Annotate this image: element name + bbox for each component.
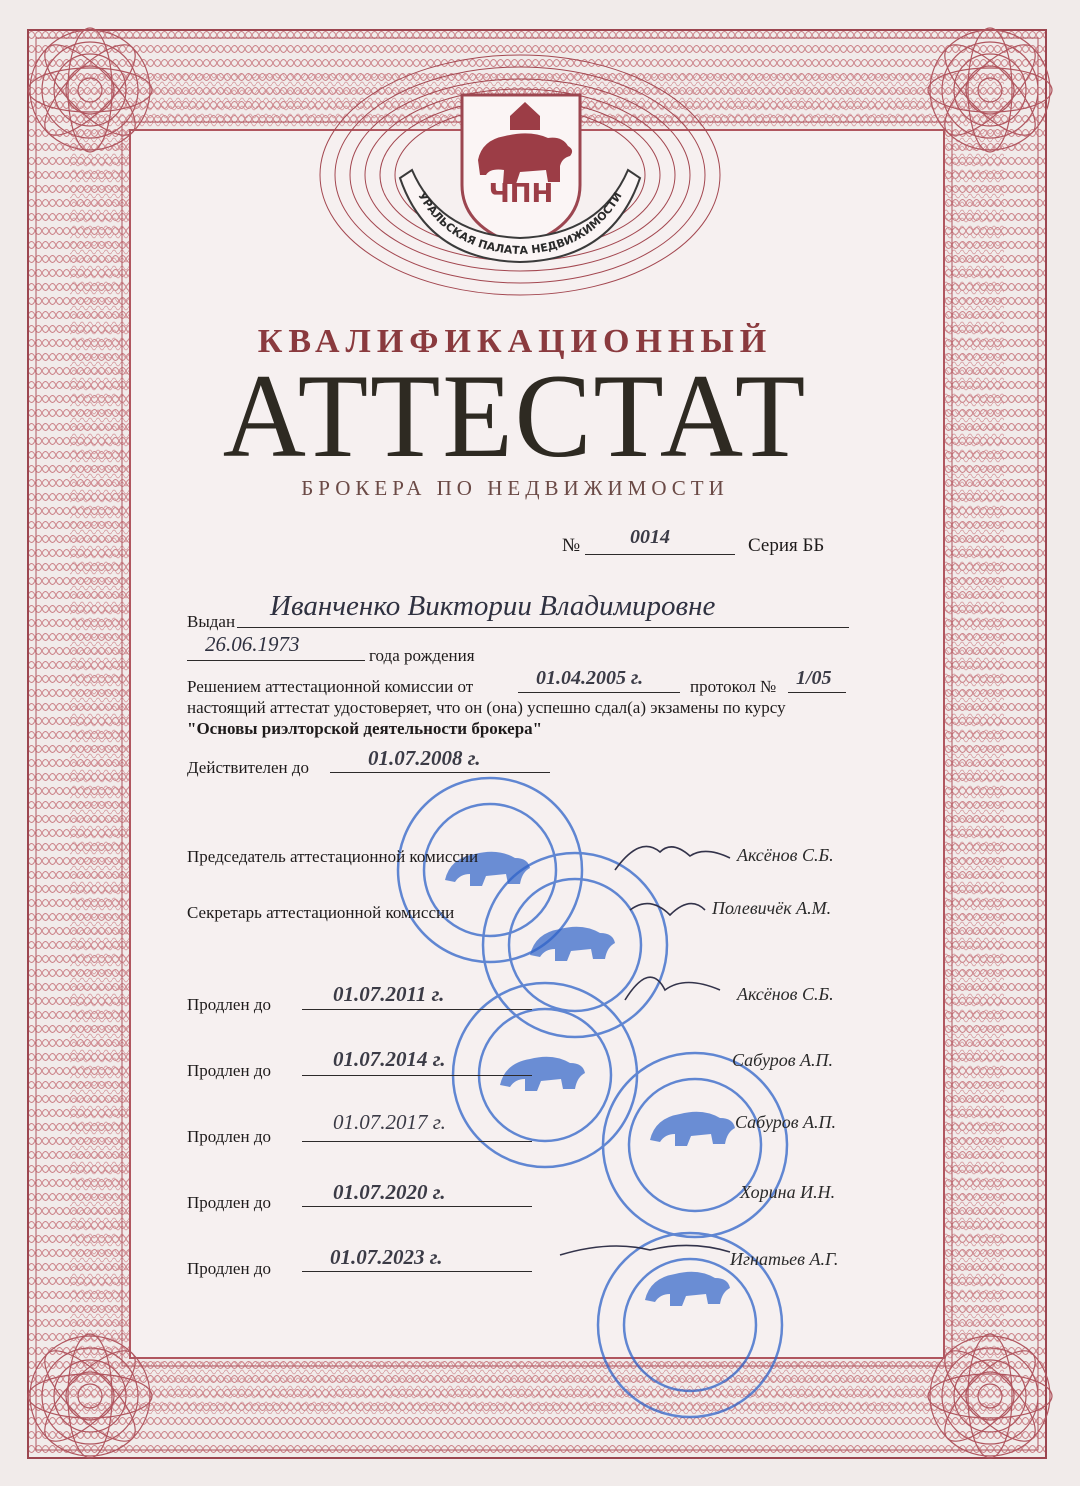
valid-label: Действителен до	[187, 758, 310, 777]
extension-line	[302, 1206, 532, 1207]
protocol-number: 1/05	[796, 667, 832, 689]
protocol-label: протокол №	[690, 677, 777, 696]
decision-label: Решением аттестационной комиссии от	[187, 677, 474, 696]
extension-label: Продлен до	[187, 1193, 271, 1212]
issued-name-line	[237, 627, 849, 628]
svg-text:УРАЛЬСКАЯ ПАЛАТА НЕДВИЖИМОСТИ: УРАЛЬСКАЯ ПАЛАТА НЕДВИЖИМОСТИ	[415, 189, 625, 258]
extension-signer: Сабуров А.П.	[735, 1112, 837, 1132]
extension-date: 01.07.2017 г.	[333, 1110, 446, 1134]
number-line	[585, 554, 735, 555]
birth-label: года рождения	[369, 646, 475, 665]
issued-label: Выдан	[187, 612, 236, 631]
number-value: 0014	[630, 526, 670, 548]
decision-date-line	[518, 692, 680, 693]
secretary-label: Секретарь аттестационной комиссии	[187, 903, 455, 922]
extension-signer: Сабуров А.П.	[732, 1050, 834, 1070]
protocol-line	[788, 692, 846, 693]
extension-label: Продлен до	[187, 1127, 271, 1146]
title-subtitle: БРОКЕРА ПО НЕДВИЖИМОСТИ	[301, 476, 729, 500]
chair-label: Председатель аттестационной комиссии	[187, 847, 479, 866]
valid-date-line	[330, 772, 550, 773]
chair-name: Аксёнов С.Б.	[737, 845, 834, 865]
title-qualification: КВАЛИФИКАЦИОННЫЙ	[257, 323, 773, 360]
extension-date: 01.07.2014 г.	[333, 1047, 446, 1071]
extension-line	[302, 1075, 532, 1076]
extension-label: Продлен до	[187, 1259, 271, 1278]
birth-date-line	[187, 660, 365, 661]
extension-label: Продлен до	[187, 1061, 271, 1080]
extension-signer: Хорина И.Н.	[740, 1182, 836, 1202]
valid-date: 01.07.2008 г.	[368, 746, 481, 770]
decision-date: 01.04.2005 г.	[536, 667, 644, 689]
extension-line	[302, 1141, 532, 1142]
secretary-name: Полевичёк А.М.	[712, 898, 832, 918]
issued-name: Иванченко Виктории Владимировне	[270, 590, 716, 622]
decision-text: настоящий аттестат удостоверяет, что он (она) успешно сдал(а) экзамены по курсу	[187, 698, 786, 717]
course-name: "Основы риэлторской деятельности брокера"	[187, 719, 543, 738]
extension-signer: Игнатьев А.Г.	[730, 1249, 839, 1269]
extension-line	[302, 1009, 532, 1010]
number-prefix: №	[562, 535, 581, 556]
title-certificate: АТТЕСТАТ	[222, 349, 808, 482]
extension-date: 01.07.2023 г.	[330, 1245, 443, 1269]
extension-date: 01.07.2011 г.	[333, 982, 445, 1006]
birth-date: 26.06.1973	[205, 632, 300, 656]
extension-line	[302, 1271, 532, 1272]
extension-date: 01.07.2020 г.	[333, 1180, 446, 1204]
extension-label: Продлен до	[187, 995, 271, 1014]
extension-signer: Аксёнов С.Б.	[737, 984, 834, 1004]
svg-text:ЧПН: ЧПН	[488, 179, 554, 209]
series-label: Серия ББ	[748, 535, 825, 556]
